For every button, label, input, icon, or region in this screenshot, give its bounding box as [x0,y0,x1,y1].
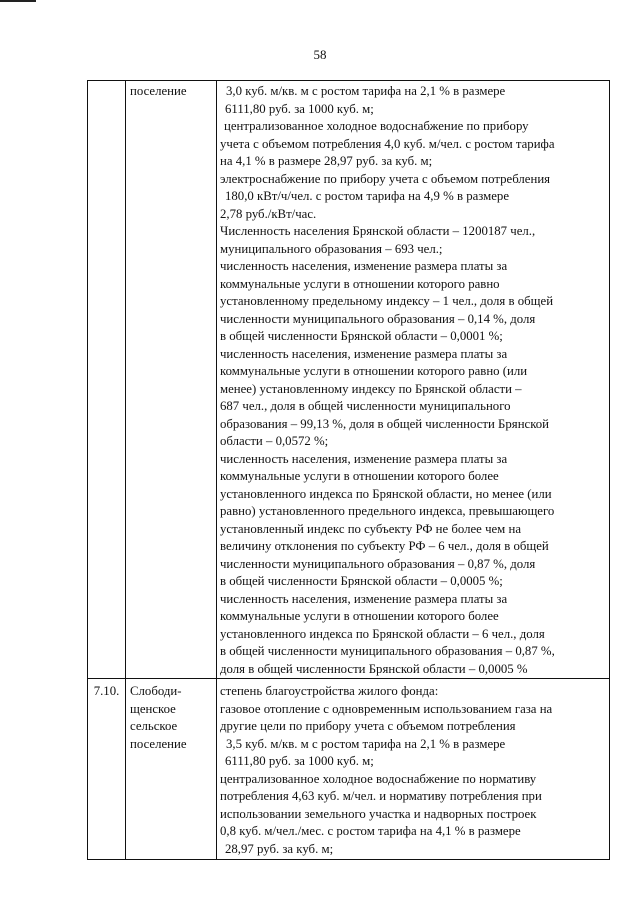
scan-corner-mark [0,0,36,2]
description-line: 3,5 куб. м/кв. м с ростом тарифа на 2,1 % в размере [226,736,506,751]
table-row [88,679,610,860]
description-line: установленного индекса по Брянской области – 6 чел., доля [220,626,545,641]
description-line: в общей численности Брянской области – 0,0005 %; [220,574,503,588]
description-line: 2,78 руб./кВт/час. [220,206,317,221]
table-row [88,81,610,679]
description-line: коммунальные услуги в отношении которого равно (или [220,364,528,378]
description-line: коммунальные услуги в отношении которого более [220,609,499,623]
description-line: Численность населения Брянской области – 1200187 чел., [220,224,536,238]
description-line: централизованное холодное водоснабжение по прибору [224,119,529,133]
description-line: 687 чел., доля в общей численности муниципального [220,399,511,413]
description-line: величину отклонения по субъекту РФ – 6 чел., доля в общей [220,539,549,553]
description-line: потребления 4,63 куб. м/чел. и нормативу потребления при [220,789,542,803]
description-line: численность населения, изменение размера платы за [220,591,508,606]
description-line: учета с объемом потребления 4,0 куб. м/чел. с ростом тарифа [220,136,555,151]
description-line: численность населения, изменение размера платы за [220,346,508,361]
description-line: доля в общей численности Брянской области – 0,0005 % [220,661,528,676]
settlement-name-cell [126,81,217,679]
description-line: численность населения, изменение размера платы за [220,259,508,273]
description-line: 3,0 куб. м/кв. м с ростом тарифа на 2,1 % в размере [226,84,506,98]
description-line: 6111,80 руб. за 1000 куб. м; [225,754,374,768]
description-line: 6111,80 руб. за 1000 куб. м; [225,101,374,116]
settlement-name-line: щенское [130,701,176,716]
table-body [88,81,610,860]
description-line: в общей численности муниципального образования – 0,87 %, [220,644,555,658]
page-number: 58 [313,47,327,62]
description-line: газовое отопление с одновременным использованием газа на [220,701,553,716]
document-table [87,80,610,860]
settlement-name-line: поселение [130,84,187,98]
description-line: менее) установленному индексу по Брянской области – [220,381,522,396]
settlement-name-line: сельское [130,719,178,733]
description-line: коммунальные услуги в отношении которого равно [220,276,500,291]
description-line: численности муниципального образования – 0,87 %, доля [220,556,536,571]
settlement-name-line: поселение [130,736,187,751]
description-line: численность населения, изменение размера платы за [220,451,508,466]
row-number-cell [88,679,126,860]
description-cell [217,679,610,860]
description-line: 180,0 кВт/ч/чел. с ростом тарифа на 4,9 % в размере [225,189,510,203]
description-line: установленный индекс по субъекту РФ не более чем на [220,521,522,536]
description-line: 0,8 куб. м/чел./мес. с ростом тарифа на 4,1 % в размере [220,824,521,838]
settlement-name-cell [126,679,217,860]
description-line: области – 0,0572 %; [220,434,329,448]
description-line: на 4,1 % в размере 28,97 руб. за куб. м; [220,154,433,168]
row-number-cell [88,81,126,679]
description-line: другие цели по прибору учета с объемом потребления [220,719,516,733]
description-line: использовании земельного участка и надворных построек [220,806,537,821]
description-line: равно) установленного предельного индекса, превышающего [220,504,555,518]
description-cell [217,81,610,679]
settlement-name-line: Слободи- [130,684,182,698]
description-line: муниципального образования – 693 чел.; [220,241,443,256]
description-line: степень благоустройства жилого фонда: [220,684,439,698]
row-number: 7.10. [93,684,120,698]
description-line: образования – 99,13 %, доля в общей численности Брянской [220,416,550,431]
description-line: 28,97 руб. за куб. м; [225,841,334,856]
description-line: установленному предельному индексу – 1 чел., доля в общей [220,294,554,308]
description-line: численности муниципального образования – 0,14 %, доля [220,311,536,326]
description-line: коммунальные услуги в отношении которого более [220,469,499,483]
description-line: в общей численности Брянской области – 0,0001 %; [220,329,503,343]
description-line: установленного индекса по Брянской области, но менее (или [220,486,552,501]
description-line: централизованное холодное водоснабжение по нормативу [220,771,537,786]
description-line: электроснабжение по прибору учета с объемом потребления [220,171,551,186]
